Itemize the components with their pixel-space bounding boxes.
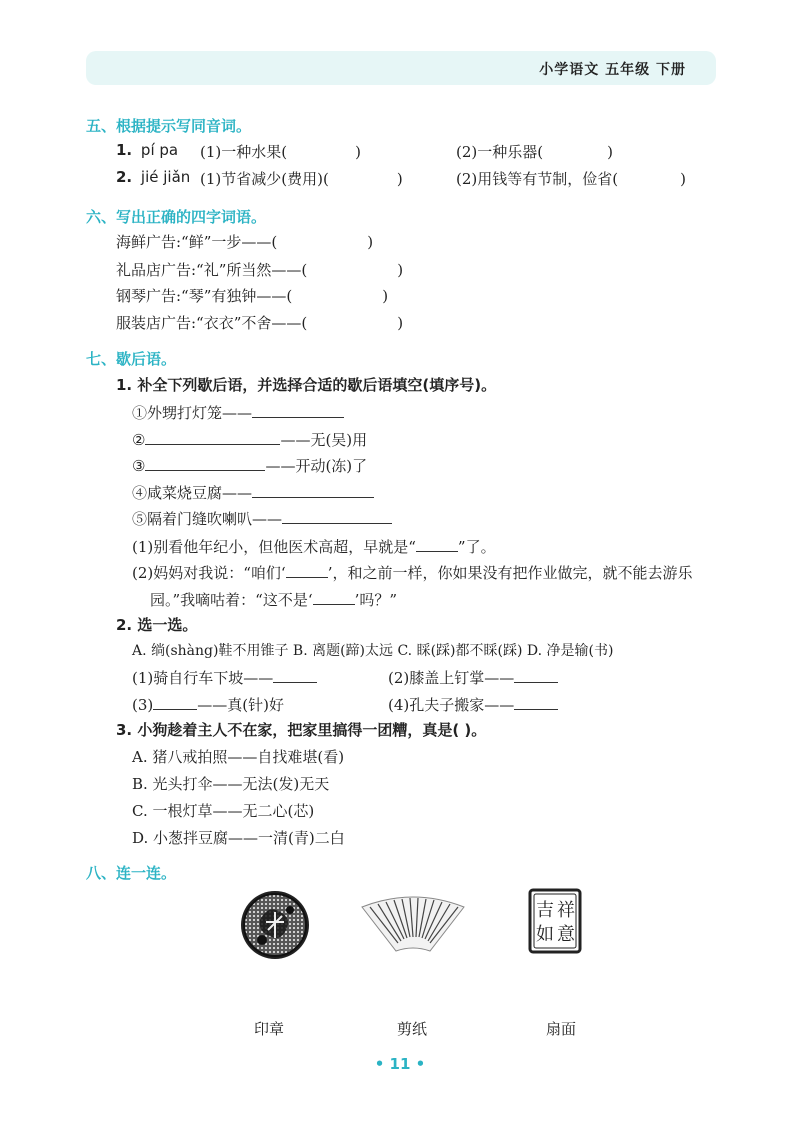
answer-blank[interactable]: [416, 537, 458, 552]
xiehouyu-item: [132, 455, 367, 476]
paren-close: ): [396, 170, 403, 188]
item-text: ④咸菜烧豆腐——: [132, 484, 253, 502]
sec6-line: [116, 285, 388, 306]
item-text: ——开动(冻)了: [265, 457, 368, 475]
sec7-q2-prompt: 2. 选一选。: [116, 616, 198, 634]
seal-icon: [528, 888, 582, 954]
prompt-text: 服装店广告:“衣衣”不舍——(: [116, 314, 308, 332]
prompt-text: (2)用钱等有节制，俭省(: [456, 170, 619, 188]
item-text: (3): [132, 696, 154, 714]
section-8-title: 八、连一连。: [86, 864, 177, 882]
fan-icon: [358, 893, 468, 955]
answer-blank[interactable]: [282, 509, 392, 524]
answer-blank[interactable]: [252, 483, 374, 498]
sentence-text: (2)妈妈对我说：“咱们‘: [132, 564, 286, 582]
paren-close: ): [680, 170, 686, 188]
sec5-q2-b: [456, 168, 686, 189]
seal-char: 祥: [557, 900, 575, 921]
item-text: ——无(吴)用: [280, 431, 368, 449]
item-text: (1)骑自行车下坡——: [132, 669, 274, 687]
sec6-line: [116, 231, 373, 252]
sec7-q2-a1: [132, 667, 317, 688]
paren-close: ): [397, 261, 404, 279]
xiehouyu-item: [132, 508, 392, 529]
item-text: (2)膝盖上钉掌——: [388, 669, 515, 687]
label-seal[interactable]: 印章: [254, 1020, 285, 1038]
sec7-q2-a3: [132, 694, 284, 715]
sentence-text: ’吗？”: [354, 591, 398, 609]
item-text: ①外甥打灯笼——: [132, 404, 253, 422]
answer-blank[interactable]: [273, 668, 317, 683]
answer-blank[interactable]: [514, 668, 558, 683]
prompt-text: (1)节省减少(费用)(: [200, 170, 329, 188]
label-fan[interactable]: 扇面: [546, 1020, 577, 1038]
q3-option-d[interactable]: D. 小葱拌豆腐——一清(青)二白: [132, 829, 345, 847]
sec7-q2-options: A. 绱(shàng)鞋不用锥子 B. 离题(蹄)太远 C. 睬(踩)都不睬(踩) D. 净是输(书): [132, 643, 614, 659]
paren-close: ): [367, 233, 374, 251]
pinyin: jié jiǎn: [140, 168, 191, 186]
sec7-q1-prompt: 1. 补全下列歇后语，并选择合适的歇后语填空(填序号)。: [116, 376, 497, 394]
xiehouyu-item: [132, 429, 367, 450]
section-6-title: 六、写出正确的四字词语。: [86, 208, 267, 226]
sentence-text: (1)别看他年纪小，但他医术高超，早就是“: [132, 538, 416, 556]
sentence-text: 园。”我嘀咕着：“这不是‘: [150, 591, 313, 609]
sentence-text: ”了。: [457, 538, 496, 556]
seal-image[interactable]: [528, 888, 582, 954]
prompt-text: 海鲜广告:“鲜”一步——(: [116, 233, 278, 251]
answer-blank[interactable]: [252, 403, 344, 418]
prompt-text: (2)一种乐器(: [456, 143, 544, 161]
answer-blank[interactable]: [286, 563, 328, 578]
sec7-q2-a4: [388, 694, 558, 715]
paper-cut-icon: [240, 890, 310, 960]
sec5-q2: [116, 168, 190, 186]
sec5-q1: [116, 141, 178, 159]
xiehouyu-item: [132, 482, 374, 503]
seal-char: 意: [557, 924, 575, 945]
sec7-q2-a2: [388, 667, 558, 688]
xiehouyu-item: [132, 402, 344, 423]
answer-blank[interactable]: [514, 695, 558, 710]
q3-option-b[interactable]: B. 光头打伞——无法(发)无天: [132, 775, 330, 793]
answer-blank[interactable]: [313, 590, 355, 605]
section-7-title: 七、歇后语。: [86, 350, 177, 368]
fan-painting-image[interactable]: [358, 893, 468, 955]
paren-close: ): [397, 314, 404, 332]
item-text: (4)孔夫子搬家——: [388, 696, 515, 714]
fill-sentence-2: [132, 562, 692, 583]
item-text: ②: [132, 431, 146, 449]
item-text: ——真(针)好: [197, 696, 284, 714]
q-number: 1.: [116, 141, 133, 159]
paper-cut-image[interactable]: [240, 890, 310, 960]
seal-char: 吉: [536, 900, 554, 921]
item-text: ③: [132, 457, 146, 475]
item-text: ⑤隔着门缝吹喇叭——: [132, 510, 283, 528]
header-bar: [86, 51, 716, 85]
answer-blank[interactable]: [153, 695, 197, 710]
seal-char: 如: [536, 924, 554, 945]
prompt-text: 钢琴广告:“琴”有独钟——(: [116, 287, 293, 305]
sec6-line: [116, 259, 403, 280]
prompt-text: 礼品店广告:“礼”所当然——(: [116, 261, 308, 279]
sec5-q1-a: [200, 141, 361, 162]
fill-sentence-2-cont: [150, 589, 397, 610]
sec5-q2-a: [200, 168, 403, 189]
fill-sentence-1: [132, 536, 496, 557]
section-5-title: 五、根据提示写同音词。: [86, 117, 252, 135]
sec5-q1-b: [456, 141, 613, 162]
page-number: • 11 •: [374, 1055, 426, 1073]
paren-close: ): [382, 287, 389, 305]
header-title: 小学语文 五年级 下册: [539, 62, 686, 78]
label-paper-cut[interactable]: 剪纸: [397, 1020, 428, 1038]
sec6-line: [116, 312, 403, 333]
answer-blank[interactable]: [145, 456, 265, 471]
prompt-text: (1)一种水果(: [200, 143, 288, 161]
paren-close: ): [607, 143, 613, 161]
q3-option-a[interactable]: A. 猪八戒拍照——自找难堪(看): [132, 748, 345, 766]
sec7-q3-prompt: 3. 小狗趁着主人不在家，把家里搞得一团糟，真是( )。: [116, 721, 487, 739]
q-number: 2.: [116, 168, 133, 186]
sentence-text: ’，和之前一样，你如果没有把作业做完，就不能去游乐: [327, 564, 693, 582]
answer-blank[interactable]: [145, 430, 280, 445]
q3-option-c[interactable]: C. 一根灯草——无二心(芯): [132, 802, 315, 820]
pinyin: pí pa: [140, 141, 179, 159]
paren-close: ): [355, 143, 361, 161]
